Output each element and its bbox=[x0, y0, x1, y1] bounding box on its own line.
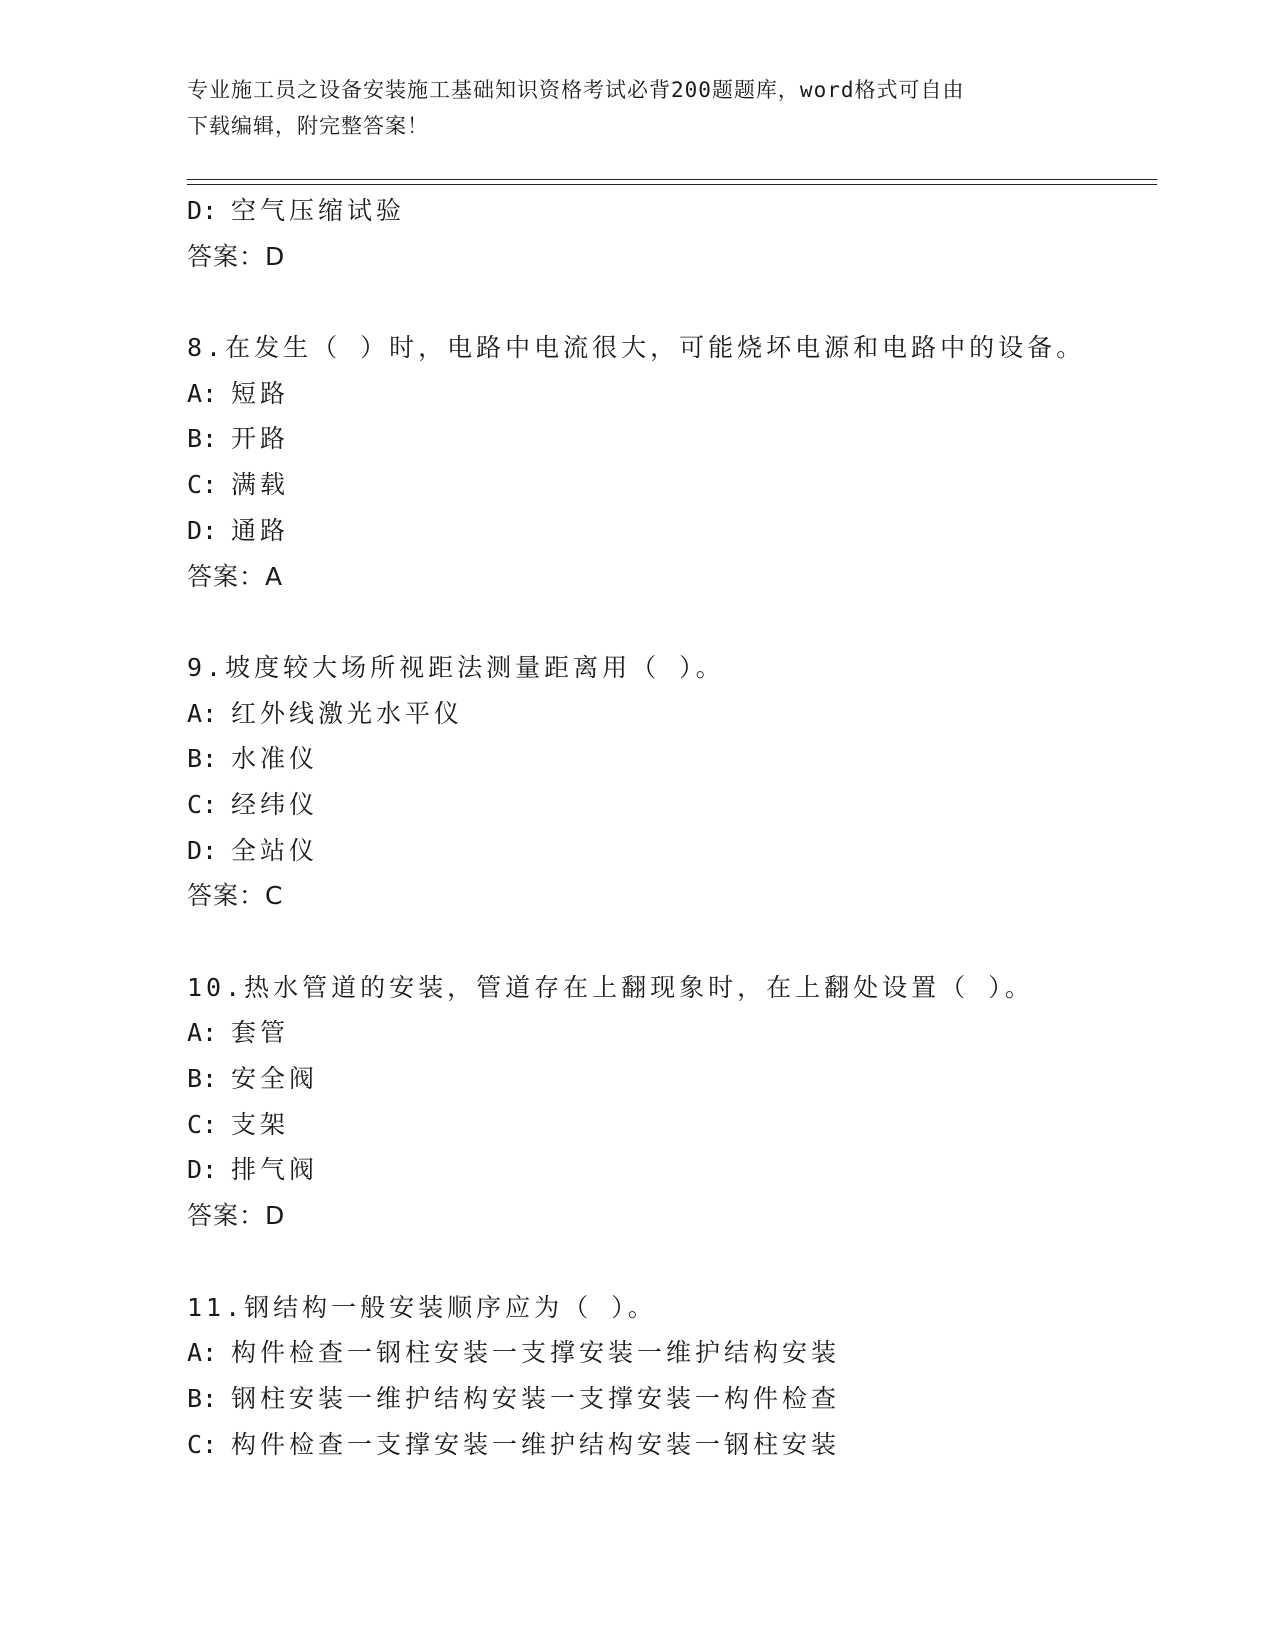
spacer bbox=[187, 599, 1167, 645]
option-b bbox=[187, 1056, 1167, 1102]
option-text: 钢柱安装一维护结构安装一支撑安装一构件检查 bbox=[231, 1383, 841, 1413]
header-title-line-2: 下载编辑，附完整答案！ bbox=[187, 114, 429, 138]
option-letter: A: bbox=[187, 378, 218, 408]
option-d bbox=[187, 828, 1167, 874]
option-text: 短路 bbox=[231, 378, 290, 408]
question-stem: 9.坡度较大场所视距法测量距离用（ ）。 bbox=[187, 652, 725, 682]
option-letter: B: bbox=[187, 424, 218, 454]
header-title-line-1: 专业施工员之设备安装施工基础知识资格考试必背200题题库，word格式可自由 bbox=[187, 78, 965, 102]
option-text: 全站仪 bbox=[231, 835, 319, 865]
option-c bbox=[187, 782, 1167, 828]
option-text: 红外线激光水平仪 bbox=[231, 698, 464, 728]
question-list bbox=[187, 188, 1167, 1467]
header-divider-top bbox=[187, 179, 1157, 180]
option-text: 套管 bbox=[231, 1018, 290, 1048]
option-c bbox=[187, 1422, 1167, 1468]
option-letter: A: bbox=[187, 1338, 218, 1368]
option-b bbox=[187, 416, 1167, 462]
option-d bbox=[187, 508, 1167, 554]
option-text: 构件检查一钢柱安装一支撑安装一维护结构安装 bbox=[231, 1338, 841, 1368]
spacer bbox=[187, 279, 1167, 325]
option-text: 支架 bbox=[231, 1109, 290, 1139]
question-stem: 11.钢结构一般安装顺序应为（ ）。 bbox=[187, 1292, 657, 1322]
option-d bbox=[187, 1147, 1167, 1193]
option-letter: A: bbox=[187, 698, 218, 728]
answer-line: 答案：D bbox=[187, 241, 286, 271]
option-text: 空气压缩试验 bbox=[231, 196, 406, 225]
document-header bbox=[187, 72, 1087, 144]
option-text: 安全阀 bbox=[231, 1064, 319, 1094]
answer-line: 答案：D bbox=[187, 1201, 286, 1231]
option-letter: B: bbox=[187, 1064, 218, 1094]
option-a bbox=[187, 691, 1167, 737]
spacer bbox=[187, 919, 1167, 965]
option-b bbox=[187, 736, 1167, 782]
option-b bbox=[187, 1376, 1167, 1422]
option-letter: C: bbox=[187, 470, 218, 500]
question-stem: 8.在发生（ ）时，电路中电流很大，可能烧坏电源和电路中的设备。 bbox=[187, 333, 1086, 363]
option-letter: A: bbox=[187, 1018, 218, 1048]
answer-line: 答案：A bbox=[187, 561, 284, 591]
option-letter: D: bbox=[187, 196, 218, 225]
question-stem: 10.热水管道的安装，管道存在上翻现象时，在上翻处设置（ ）。 bbox=[187, 972, 1034, 1002]
option-text: 水准仪 bbox=[231, 744, 319, 774]
option-letter: D: bbox=[187, 1155, 218, 1185]
spacer bbox=[187, 1239, 1167, 1285]
option-a bbox=[187, 1330, 1167, 1376]
option-a bbox=[187, 371, 1167, 417]
header-divider-bottom bbox=[187, 184, 1157, 185]
option-letter: C: bbox=[187, 1429, 218, 1459]
option-text: 通路 bbox=[231, 515, 290, 545]
option-letter: B: bbox=[187, 1383, 218, 1413]
answer-line: 答案：C bbox=[187, 881, 284, 911]
option-text: 开路 bbox=[231, 424, 290, 454]
option-letter: D: bbox=[187, 835, 218, 865]
option-c bbox=[187, 1102, 1167, 1148]
option-letter: B: bbox=[187, 744, 218, 774]
option-letter: D: bbox=[187, 515, 218, 545]
option-c bbox=[187, 462, 1167, 508]
option-letter: C: bbox=[187, 1109, 218, 1139]
option-text: 构件检查一支撑安装一维护结构安装一钢柱安装 bbox=[231, 1429, 841, 1459]
option-d bbox=[187, 188, 1167, 234]
option-text: 满载 bbox=[231, 470, 290, 500]
option-text: 经纬仪 bbox=[231, 789, 319, 819]
option-a bbox=[187, 1010, 1167, 1056]
option-text: 排气阀 bbox=[231, 1155, 319, 1185]
option-letter: C: bbox=[187, 789, 218, 819]
